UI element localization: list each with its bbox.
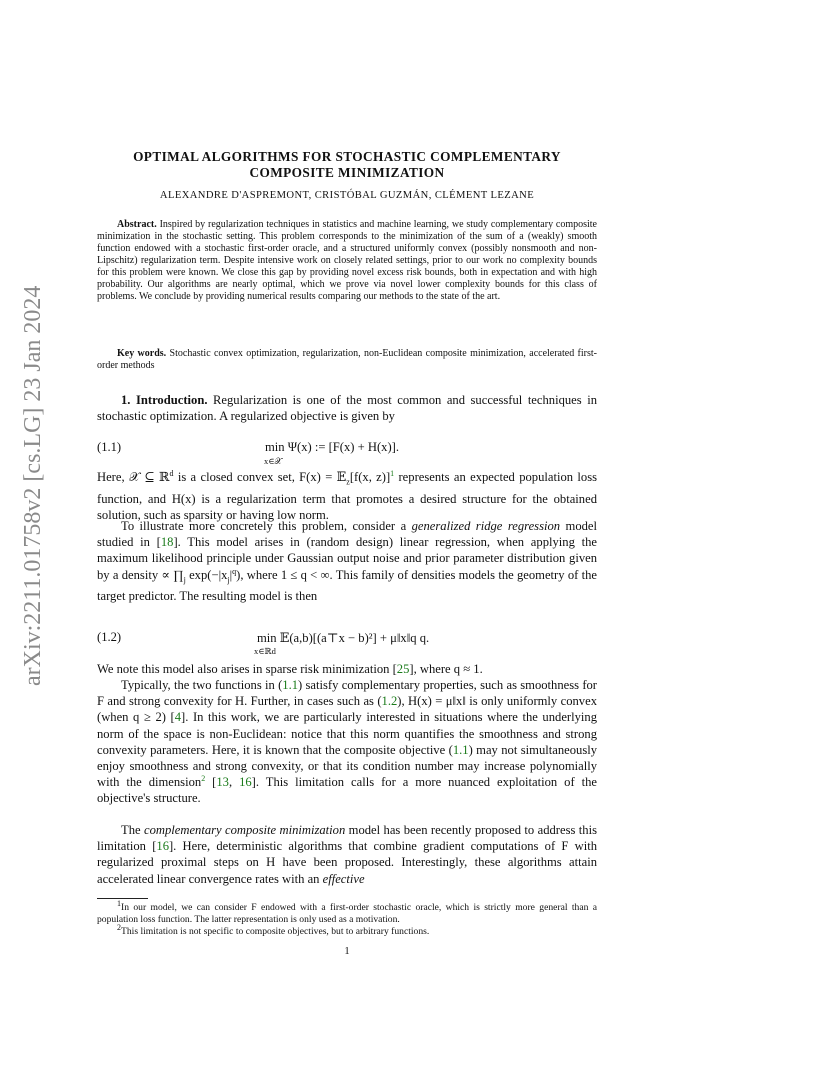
keywords [97,348,597,372]
keywords-text: Stochastic convex optimization, regularization, non-Euclidean composite minimization, accelerated first-order methods [97,348,597,371]
equation-subscript: x∈𝒳 [264,456,282,466]
keywords-label: Key words. [117,348,167,359]
text: ) satisfy complementary properties, such as smoothness for F and strong convexity for H. Further, in cases such as ( [97,678,598,709]
equation-subscript: x∈ℝd [254,646,276,656]
paper-title [97,149,597,181]
text: We note this model also arises in sparse risk minimization [ [97,662,397,676]
text: represents an expected population loss function, and H(x) is a regularization term that promotes a desired structure for the obtained solution, such as sparsity or having low norm. [97,470,597,522]
arxiv-sidebar [14,285,54,690]
superscript: q [232,566,237,576]
footnote-rule [97,898,148,899]
subscript: j [227,575,230,585]
section-heading: 1. Introduction. [121,393,208,407]
footnote-text: In our model, we can consider F endowed with a first-order stochastic oracle, which is strictly more general than a population loss function. The latter representation is only used as a motivation. [97,902,597,925]
text: To illustrate more concretely this problem, consider a [121,519,412,533]
emphasis: generalized ridge regression [411,519,561,533]
equation-expression: min 𝔼(a,b)[(a⊤x − b)²] + μ‖x‖q q. [257,631,430,645]
title-line-1: OPTIMAL ALGORITHMS FOR STOCHASTIC COMPLEMENTARY [133,149,561,164]
citation-link[interactable]: 25 [396,662,410,676]
footnote-1 [97,898,597,925]
text: ]. This limitation calls for a more nuanced exploitation of the objective's structure. [97,775,598,806]
text: The [121,823,144,837]
text: ]. Here, deterministic algorithms that combine gradient computations of F with regularized proximal steps on H have been proposed. Interestingly, these algorithms attain accelerated linear convergence rates with an [97,839,597,886]
footnote-2 [97,922,597,938]
intro-text: Regularization is one of the most common and successful techniques in stochastic optimization. A regularized objective is given by [97,393,597,424]
text: model studied in [ [97,519,597,550]
paragraph-2 [97,469,597,523]
text: exp(−|x [185,567,228,582]
text: is a closed convex set, F(x) = 𝔼 [173,470,347,484]
footnote-mark: 2 [117,922,121,932]
paragraph-5 [97,677,597,807]
equation-ref-link[interactable]: 1.1 [452,742,469,757]
page-number: 1 [344,946,350,957]
citation-link[interactable]: 16 [239,775,252,790]
citation-link[interactable]: 4 [174,710,182,725]
abstract [97,219,597,303]
footnote-2-link[interactable]: 2 [201,774,206,784]
equation-expression: min Ψ(x) := [F(x) + H(x)]. [265,440,400,454]
abstract-text: Inspired by regularization techniques in statistics and machine learning, we study complementary composite minimization in the stochastic setting. This problem corresponds to the minimization of the sum of a (weakly) smooth function endowed with a stochastic first-order oracle, and a structured uniformly convex (possibly nonsmooth and non-Lipschitz) regularization term. Despite intensive work on closely related settings, prior to our work no complexity bounds for this problem were known. We close this gap by providing novel excess risk bounds, both in expectation and with high probability. Our algorithms are nearly optimal, which we prove via novel lower complexity bounds for this class of problems. We conclude by providing numerical results comparing our methods to the state of the art. [97,219,598,302]
equation-number: (1.1) [97,440,122,454]
equation-1-1 [97,440,597,470]
text: , [228,775,240,790]
text: Typically, the two functions in ( [121,678,283,692]
equation-ref-link[interactable]: 1.1 [282,678,299,692]
subscript: j [183,575,186,585]
text: [ [205,775,217,790]
text: ]. In this work, we are particularly interested in situations where the underlying norm of the space is non-Euclidean: notice that this norm quantifies the smoothness and strong convexity parameters. Here, it is known that the composite objective ( [97,710,597,757]
authors: ALEXANDRE D'ASPREMONT, CRISTÓBAL GUZMÁN, CLÉMENT LEZANE [159,190,535,201]
footnote-text: This limitation is not specific to composite objectives, but to arbitrary functions. [121,926,430,937]
text: is only uniformly convex (when q ≥ 2) [ [97,694,597,725]
intro-paragraph [97,392,597,424]
text: ) may not simultaneously enjoy smoothness and strong convexity, or that its condition number may increase polynomially with the dimension [97,742,598,790]
abstract-label: Abstract. [117,219,157,230]
paragraph-4 [97,661,597,677]
citation-link[interactable]: 16 [156,839,169,854]
emphasis: effective [322,871,365,886]
citation-link[interactable]: 13 [216,775,229,790]
text: model has been recently proposed to address this limitation [ [97,823,597,854]
text: ]. This model arises in (random design) linear regression, when applying the maximum likelihood principle under Gaussian output noise and prior parameter distribution given by a density ∝ ∏ [97,535,597,582]
footnote-mark: 1 [117,898,121,908]
text: ), where 1 ≤ q < ∞. This family of densities models the geometry of the target predictor. The resulting model is then [97,567,597,604]
arxiv-identifier: arXiv:2211.01758v2 [cs.LG] 23 Jan 2024 [20,285,46,686]
text: Here, 𝒳 ⊆ ℝ [97,470,170,484]
paragraph-3 [97,518,597,605]
text: | [229,567,233,582]
paragraph-6 [97,822,597,887]
equation-body [265,440,399,455]
text: [f(x, z)] [349,470,391,484]
equation-1-2 [97,630,597,660]
equation-body [257,630,429,646]
text: ], where q ≈ 1. [409,662,483,676]
subscript: z [346,477,350,487]
footnote-1-link[interactable]: 1 [390,468,395,478]
superscript: d [169,468,174,478]
citation-link[interactable]: 18 [160,535,174,550]
title-line-2: COMPOSITE MINIMIZATION [249,165,445,180]
emphasis: complementary composite minimization [143,823,346,837]
equation-ref-link[interactable]: 1.2 [381,694,398,709]
text: ), H(x) = μ‖x‖ [397,694,466,709]
equation-number: (1.2) [97,630,122,644]
